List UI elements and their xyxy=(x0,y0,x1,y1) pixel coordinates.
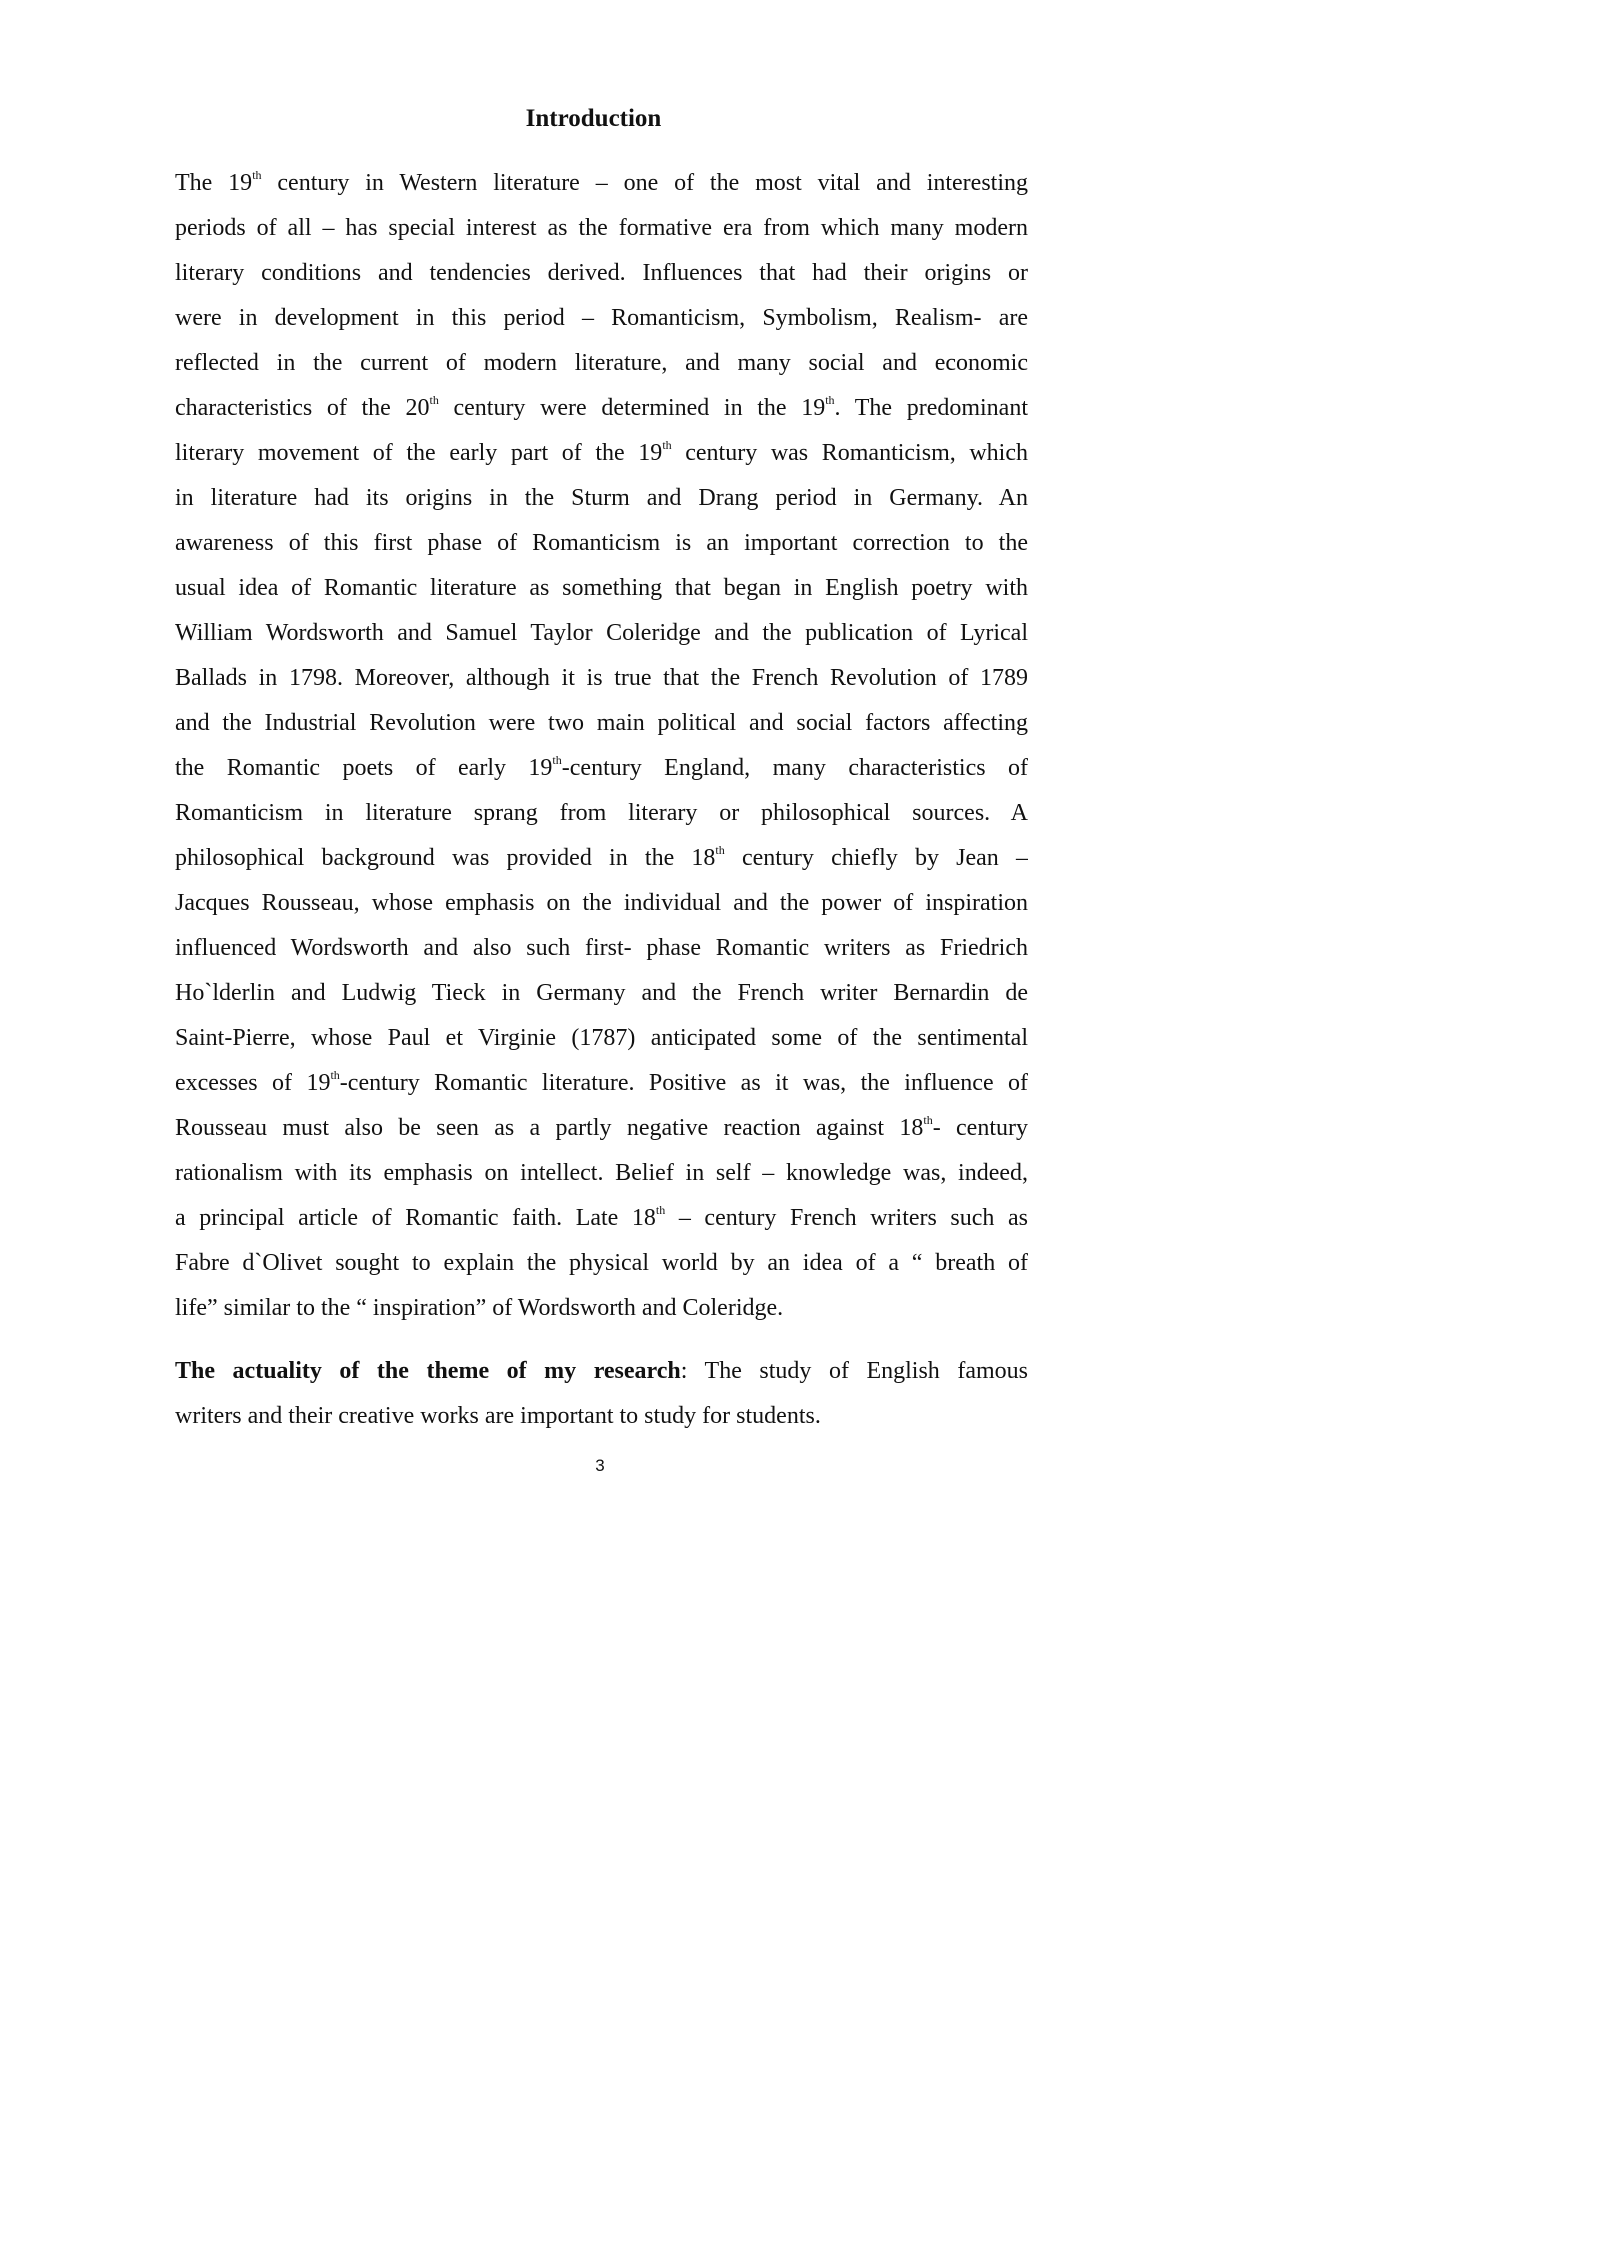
text-line: awareness of this first phase of Romanticism is an important correction to the xyxy=(175,530,1028,556)
text-span: -century Romantic literature. Positive as it was, the influence of xyxy=(339,1070,1028,1096)
text-line xyxy=(175,1113,1028,1143)
superscript: th xyxy=(330,1068,340,1082)
superscript: th xyxy=(825,393,835,407)
text-span: : The study of English famous xyxy=(680,1358,1028,1384)
text-span: -century England, many characteristics of xyxy=(561,755,1028,781)
text-line: Ho`lderlin and Ludwig Tieck in Germany and the French writer Bernardin de xyxy=(175,980,1028,1006)
text-line: Saint-Pierre, whose Paul et Virginie (1787) anticipated some of the sentimental xyxy=(175,1025,1028,1051)
text-span: – century French writers such as xyxy=(665,1205,1028,1231)
text-line: were in development in this period – Romanticism, Symbolism, Realism- are xyxy=(175,305,1028,331)
text-line: and the Industrial Revolution were two main political and social factors affecting xyxy=(175,710,1028,736)
text-line: life” similar to the “ inspiration” of Wordsworth and Coleridge. xyxy=(175,1295,784,1321)
superscript: th xyxy=(655,1203,666,1217)
text-span: a principal article of Romantic faith. Late 18 xyxy=(175,1205,656,1231)
text-line xyxy=(175,393,1028,423)
text-line: Romanticism in literature sprang from literary or philosophical sources. A xyxy=(175,800,1028,826)
text-line: William Wordsworth and Samuel Taylor Coleridge and the publication of Lyrical xyxy=(175,620,1028,646)
document-title: Introduction xyxy=(525,105,662,132)
page-number: 3 xyxy=(595,1456,605,1475)
text-line: literary conditions and tendencies derived. Influences that had their origins or xyxy=(175,260,1028,286)
text-line: influenced Wordsworth and also such first- phase Romantic writers as Friedrich xyxy=(175,935,1028,961)
document-page xyxy=(0,0,1105,1562)
text-span: characteristics of the 20 xyxy=(175,395,430,421)
text-line xyxy=(175,753,1028,783)
text-span: - century xyxy=(932,1115,1028,1141)
text-line xyxy=(175,1068,1028,1098)
bold-heading-text: The actuality of the theme of my research xyxy=(175,1358,681,1384)
text-line xyxy=(175,843,1028,873)
text-line xyxy=(175,1203,1028,1233)
text-span: century in Western literature – one of the most vital and interesting xyxy=(261,170,1028,196)
text-span: century were determined in the 19 xyxy=(438,395,826,421)
text-span: century was Romanticism, which xyxy=(671,440,1028,466)
text-span: the Romantic poets of early 19 xyxy=(175,755,553,781)
text-line: reflected in the current of modern literature, and many social and economic xyxy=(175,350,1028,376)
text-line: usual idea of Romantic literature as something that began in English poetry with xyxy=(175,575,1028,601)
text-line xyxy=(175,168,1028,198)
superscript: th xyxy=(715,843,725,857)
text-line: writers and their creative works are important to study for students. xyxy=(175,1403,821,1429)
text-span: century chiefly by Jean – xyxy=(724,845,1028,871)
superscript: th xyxy=(923,1113,933,1127)
text-span: literary movement of the early part of the 19 xyxy=(175,440,663,466)
text-span: excesses of 19 xyxy=(175,1070,331,1096)
text-span: philosophical background was provided in the 18 xyxy=(175,845,716,871)
text-line xyxy=(175,1356,1028,1386)
superscript: th xyxy=(252,168,262,182)
text-line: periods of all – has special interest as the formative era from which many modern xyxy=(175,215,1028,241)
text-span: . The predominant xyxy=(834,395,1028,421)
superscript: th xyxy=(552,753,562,767)
text-line: Jacques Rousseau, whose emphasis on the individual and the power of inspiration xyxy=(175,890,1028,916)
text-line: in literature had its origins in the Sturm and Drang period in Germany. An xyxy=(175,485,1028,511)
text-line: Fabre d`Olivet sought to explain the physical world by an idea of a “ breath of xyxy=(175,1250,1028,1276)
superscript: th xyxy=(429,393,439,407)
text-line xyxy=(175,438,1028,468)
superscript: th xyxy=(662,438,672,452)
text-span: Rousseau must also be seen as a partly negative reaction against 18 xyxy=(175,1115,924,1141)
text-span: The 19 xyxy=(175,170,253,196)
text-line: Ballads in 1798. Moreover, although it is true that the French Revolution of 1789 xyxy=(175,665,1028,691)
text-line: rationalism with its emphasis on intellect. Belief in self – knowledge was, indeed, xyxy=(175,1160,1028,1186)
